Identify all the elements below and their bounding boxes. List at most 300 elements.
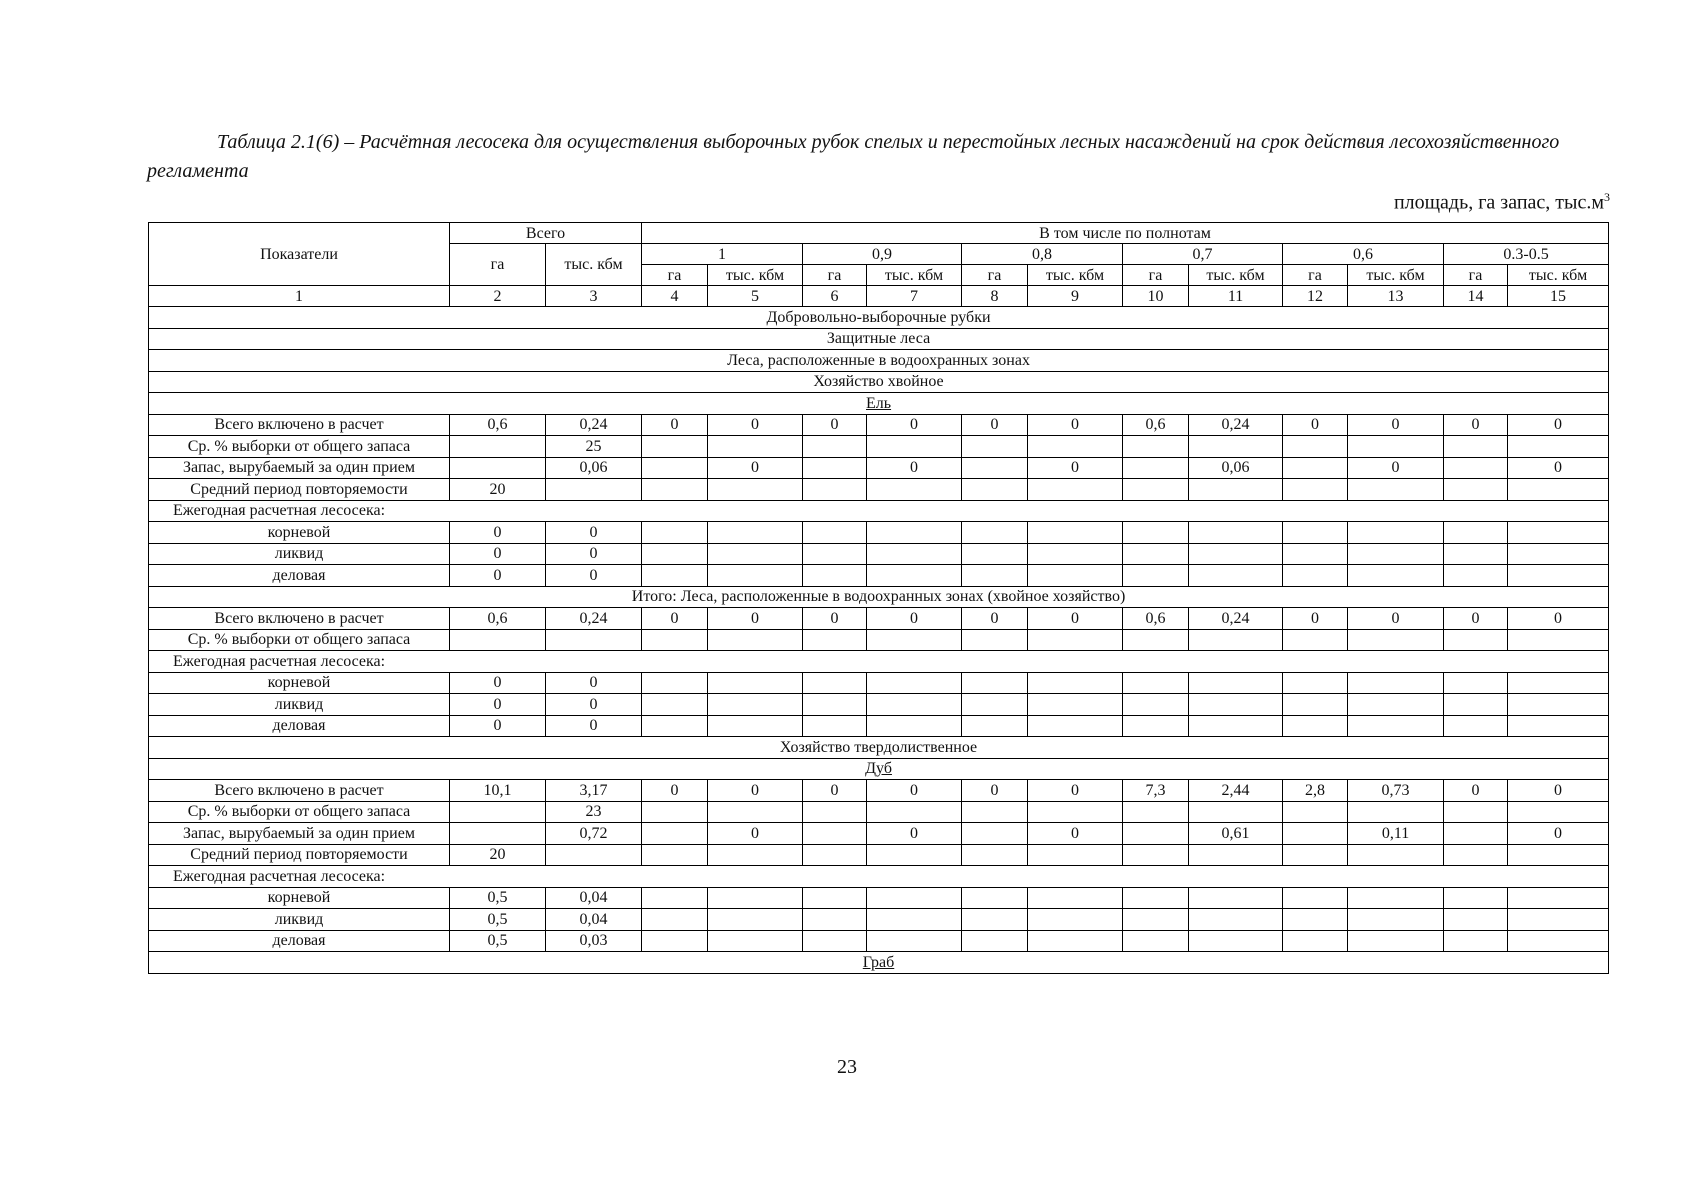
table-cell [546,629,642,651]
table-cell [1444,672,1508,694]
section-row [149,371,1609,393]
table-cell [708,543,803,565]
table-cell [962,479,1028,501]
table-cell [803,909,867,931]
table-cell [962,457,1028,479]
table-cell [1123,565,1189,587]
table-cell [867,479,962,501]
table-cell [1348,479,1444,501]
header-sub-tys: тыс. кбм [708,265,803,286]
section-title: Хозяйство твердолиственное [149,737,1609,759]
table-cell [1028,909,1123,931]
table-cell [1283,672,1348,694]
column-number: 7 [867,286,962,307]
table-cell [1189,801,1283,823]
table-cell: 0 [708,414,803,436]
header-sub-ga: га [1444,265,1508,286]
table-cell [1508,565,1609,587]
table-cell [962,672,1028,694]
table-row [149,522,1609,544]
table-cell [1123,930,1189,952]
table-cell [1123,479,1189,501]
table-row [149,844,1609,866]
header-total-tys: тыс. кбм [546,244,642,286]
table-cell [1028,844,1123,866]
table-cell [1508,844,1609,866]
table-cell [962,930,1028,952]
table-cell [1189,672,1283,694]
table-cell [1028,672,1123,694]
table-cell [642,457,708,479]
table-cell [962,694,1028,716]
table-cell [1028,479,1123,501]
table-cell [642,543,708,565]
row-label: деловая [149,930,450,952]
header-sub-ga: га [803,265,867,286]
table-cell [803,522,867,544]
label-row [149,651,1609,673]
row-label: Запас, вырубаемый за один прием [149,457,450,479]
table-cell [642,629,708,651]
table-cell: 0 [708,608,803,630]
table-cell [1123,543,1189,565]
table-cell [867,930,962,952]
table-cell [1189,844,1283,866]
table-cell: 0 [546,672,642,694]
table-cell [1189,479,1283,501]
table-cell [708,930,803,952]
table-cell [1189,930,1283,952]
header-density: 0,8 [962,244,1123,265]
table-cell [1508,694,1609,716]
table-header [149,223,1609,307]
table-cell: 25 [546,436,642,458]
column-number: 4 [642,286,708,307]
table-cell: 2,8 [1283,780,1348,802]
table-cell [642,479,708,501]
table-cell [1123,629,1189,651]
table-cell [642,522,708,544]
table-row [149,780,1609,802]
table-row [149,715,1609,737]
table-cell [642,909,708,931]
table-cell: 0,61 [1189,823,1283,845]
table-cell [708,565,803,587]
table-cell: 0,24 [546,414,642,436]
table-cell [1123,715,1189,737]
table-cell [642,565,708,587]
header-density: 0.3-0.5 [1444,244,1609,265]
table-cell [1508,436,1609,458]
table-cell: 0 [546,694,642,716]
column-number: 6 [803,286,867,307]
table-cell [708,715,803,737]
table-cell: 0,24 [1189,414,1283,436]
table-cell [867,543,962,565]
table-cell [962,543,1028,565]
table-cell [1283,715,1348,737]
table-cell [962,522,1028,544]
table-cell [642,887,708,909]
table-cell [1123,844,1189,866]
table-cell [708,436,803,458]
table-cell [450,629,546,651]
table-row [149,694,1609,716]
table-cell: 0,73 [1348,780,1444,802]
table-cell [1028,715,1123,737]
table-cell [1508,479,1609,501]
table-cell [803,930,867,952]
table-cell [708,909,803,931]
table-cell [1283,930,1348,952]
table-cell [1283,844,1348,866]
table-cell: 0,06 [1189,457,1283,479]
row-label: корневой [149,887,450,909]
table-cell [962,887,1028,909]
table-cell: 0 [642,780,708,802]
header-density: 0,9 [803,244,962,265]
column-number: 14 [1444,286,1508,307]
table-row [149,543,1609,565]
table-cell [803,715,867,737]
table-cell [1283,479,1348,501]
section-row [149,393,1609,415]
table-cell [642,844,708,866]
table-cell [1508,522,1609,544]
table-cell [962,823,1028,845]
table-cell: 10,1 [450,780,546,802]
page-number: 23 [837,1056,857,1078]
table-cell: 0 [1283,414,1348,436]
table-cell [1348,887,1444,909]
table-row [149,801,1609,823]
row-label: Ежегодная расчетная лесосека: [149,651,1609,673]
row-label: ликвид [149,694,450,716]
table-cell: 0 [1028,608,1123,630]
table-row [149,436,1609,458]
table-cell: 0 [867,823,962,845]
table-cell: 0 [642,414,708,436]
table-cell [1348,801,1444,823]
table-cell [1123,436,1189,458]
table-cell [1348,522,1444,544]
header-sub-ga: га [962,265,1028,286]
table-cell: 0 [1028,780,1123,802]
table-cell [1508,930,1609,952]
table-cell: 0,04 [546,909,642,931]
table-cell [708,672,803,694]
header-sub-ga: га [642,265,708,286]
header-sub-tys: тыс. кбм [867,265,962,286]
table-cell [1283,694,1348,716]
table-cell: 0 [1348,414,1444,436]
row-label: Ср. % выборки от общего запаса [149,436,450,458]
row-label: Всего включено в расчет [149,608,450,630]
table-cell [1189,522,1283,544]
header-density: 0,7 [1123,244,1283,265]
table-cell [1348,629,1444,651]
table-cell: 0 [1348,457,1444,479]
table-cell: 0 [867,780,962,802]
table-cell [867,565,962,587]
table-cell [1028,543,1123,565]
table-cell: 0 [450,715,546,737]
table-row [149,608,1609,630]
table-cell [642,672,708,694]
table-cell: 0 [546,565,642,587]
table-cell: 0,5 [450,887,546,909]
table-cell [803,844,867,866]
table-cell [1348,565,1444,587]
column-number: 5 [708,286,803,307]
table-cell [1444,694,1508,716]
table-cell: 0,72 [546,823,642,845]
section-title: Граб [149,952,1609,974]
section-title: Хозяйство хвойное [149,371,1609,393]
table-cell: 0 [1508,780,1609,802]
table-cell [1123,672,1189,694]
table-cell [1444,801,1508,823]
table-cell [1283,543,1348,565]
table-cell: 0,04 [546,887,642,909]
header-sub-tys: тыс. кбм [1508,265,1609,286]
table-cell: 0 [962,608,1028,630]
table-caption: Таблица 2.1(6) – Расчётная лесосека для осуществления выборочных рубок спелых и перестойных лесных насаждений на срок действия лесохозяйственного регламента [147,131,1560,182]
label-row [149,500,1609,522]
table-cell: 20 [450,844,546,866]
table-cell: 0,5 [450,909,546,931]
table-cell: 0,06 [546,457,642,479]
table-row [149,823,1609,845]
table-cell: 0,6 [1123,414,1189,436]
table-cell [1123,801,1189,823]
table-cell: 0,24 [1189,608,1283,630]
table-cell [1189,715,1283,737]
table-cell [803,694,867,716]
table-cell [1444,909,1508,931]
row-label: ликвид [149,543,450,565]
table-cell [642,823,708,845]
row-label: ликвид [149,909,450,931]
table-cell: 23 [546,801,642,823]
table-cell [867,522,962,544]
header-sub-tys: тыс. кбм [1348,265,1444,286]
table-cell: 0,6 [450,414,546,436]
table-row [149,479,1609,501]
column-number: 15 [1508,286,1609,307]
table-cell: 0 [1508,608,1609,630]
table-cell [450,823,546,845]
table-cell [1444,565,1508,587]
table-cell [1283,801,1348,823]
table-cell [867,909,962,931]
table-cell [867,694,962,716]
column-number: 12 [1283,286,1348,307]
table-cell: 0 [962,414,1028,436]
table-cell [1123,694,1189,716]
table-cell: 0 [1028,823,1123,845]
row-label: корневой [149,672,450,694]
header-sub-ga: га [1123,265,1189,286]
table-cell [1283,887,1348,909]
table-cell [1348,436,1444,458]
table-body [149,307,1609,974]
section-title: Добровольно-выборочные рубки [149,307,1609,329]
row-label: Средний период повторяемости [149,479,450,501]
column-number: 3 [546,286,642,307]
table-cell [867,887,962,909]
label-row [149,866,1609,888]
table-cell: 0 [867,414,962,436]
table-row [149,909,1609,931]
table-row [149,930,1609,952]
table-cell [1508,909,1609,931]
table-cell [1123,823,1189,845]
table-cell [1189,694,1283,716]
section-row [149,758,1609,780]
table-cell [867,672,962,694]
table-cell [1444,715,1508,737]
table-cell [867,801,962,823]
table-cell [803,565,867,587]
table-cell [962,844,1028,866]
table-cell: 0 [867,457,962,479]
table-cell [1444,543,1508,565]
table-cell [1028,522,1123,544]
table-cell [546,844,642,866]
table-cell [1123,522,1189,544]
table-cell [708,801,803,823]
table-cell: 0 [1028,414,1123,436]
table-cell: 0 [962,780,1028,802]
table-cell [803,672,867,694]
table-cell [1028,801,1123,823]
table-cell: 0 [708,780,803,802]
table-cell: 2,44 [1189,780,1283,802]
row-label: деловая [149,715,450,737]
table-cell [867,844,962,866]
table-cell [803,801,867,823]
table-cell [1028,629,1123,651]
table-cell [1444,457,1508,479]
row-label: Всего включено в расчет [149,414,450,436]
table-cell [1348,844,1444,866]
table-cell: 0,6 [1123,608,1189,630]
section-row [149,586,1609,608]
section-row [149,307,1609,329]
header-density: 1 [642,244,803,265]
table-cell: 0 [867,608,962,630]
table-cell [450,801,546,823]
row-label: Всего включено в расчет [149,780,450,802]
table-cell [1348,715,1444,737]
table-cell [1283,436,1348,458]
row-label: Ср. % выборки от общего запаса [149,629,450,651]
column-number: 9 [1028,286,1123,307]
section-title: Ель [149,393,1609,415]
table-cell: 0 [1348,608,1444,630]
column-number: 10 [1123,286,1189,307]
table-cell [642,930,708,952]
table-cell [803,543,867,565]
table-cell: 0 [1508,414,1609,436]
table-cell [708,844,803,866]
header-total: Всего [450,223,642,244]
row-label: корневой [149,522,450,544]
table-cell: 0,24 [546,608,642,630]
table-cell: 7,3 [1123,780,1189,802]
table-cell [1444,522,1508,544]
table-cell [1444,930,1508,952]
table-cell [708,522,803,544]
table-cell [803,479,867,501]
header-indicators: Показатели [149,223,450,286]
table-cell [1348,909,1444,931]
section-title: Защитные леса [149,328,1609,350]
section-row [149,952,1609,974]
table-cell [708,629,803,651]
section-row [149,328,1609,350]
table-cell: 0 [1028,457,1123,479]
table-cell [1283,522,1348,544]
table-cell [1283,629,1348,651]
section-row [149,737,1609,759]
header-total-ga: га [450,244,546,286]
table-cell [962,801,1028,823]
table-row [149,457,1609,479]
table-cell [1123,909,1189,931]
table-cell [803,457,867,479]
table-cell [1508,715,1609,737]
table-row [149,887,1609,909]
column-number: 11 [1189,286,1283,307]
table-cell [962,715,1028,737]
row-label: Средний период повторяемости [149,844,450,866]
table-cell [962,436,1028,458]
table-cell: 0 [1508,823,1609,845]
table-cell [867,629,962,651]
row-label: Ежегодная расчетная лесосека: [149,866,1609,888]
table-cell [1189,543,1283,565]
table-cell [642,801,708,823]
row-label: Ежегодная расчетная лесосека: [149,500,1609,522]
table-cell [1508,672,1609,694]
table-cell: 0 [803,608,867,630]
table-cell: 0 [450,522,546,544]
table-cell: 0 [803,414,867,436]
table-cell [1444,823,1508,845]
table-cell [803,887,867,909]
table-cell: 0 [708,457,803,479]
table-cell [1348,543,1444,565]
units-note: площадь, га запас, $тыс.м^3$ [1393,190,1610,214]
table-cell [1444,479,1508,501]
table-cell [708,887,803,909]
column-number: 1 [149,286,450,307]
table-cell: 0,6 [450,608,546,630]
table-cell [1189,909,1283,931]
table-row [149,414,1609,436]
table-cell [1444,629,1508,651]
header-sub-ga: га [1283,265,1348,286]
table-cell [1348,672,1444,694]
table-cell: 0 [803,780,867,802]
table-cell [1444,887,1508,909]
table-cell: 0,03 [546,930,642,952]
header-density: 0,6 [1283,244,1444,265]
column-number: 2 [450,286,546,307]
table-cell: 3,17 [546,780,642,802]
